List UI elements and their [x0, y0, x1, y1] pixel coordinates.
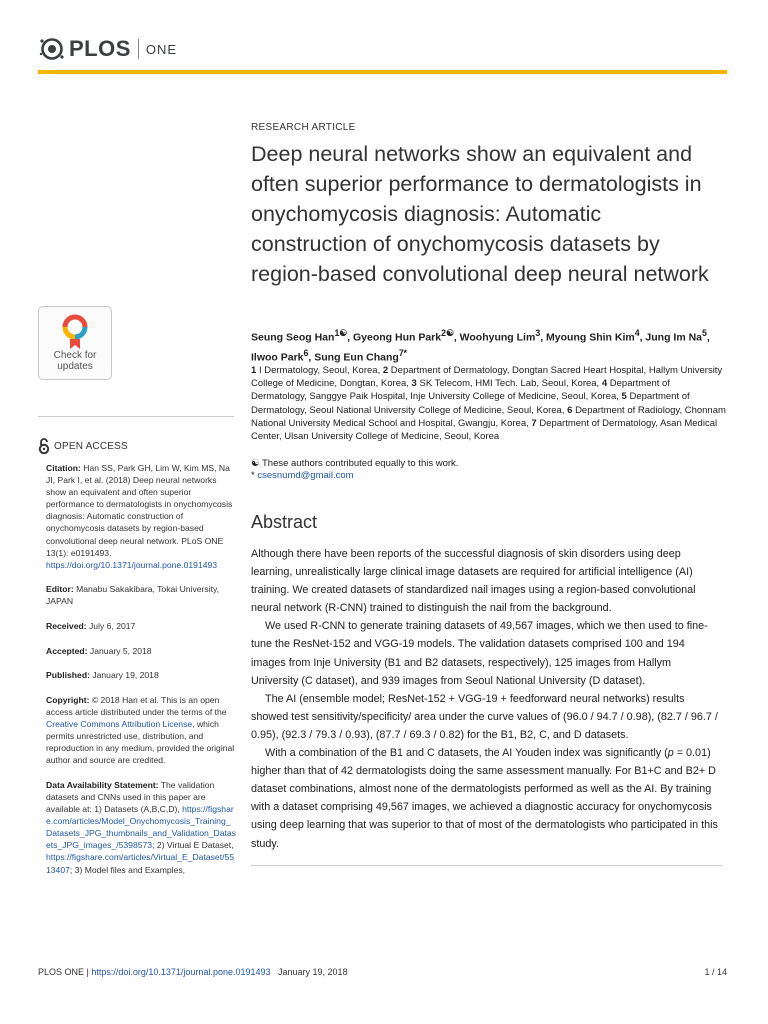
- open-lock-icon: [38, 438, 50, 454]
- affiliation-text: I Dermatology, Seoul, Korea,: [258, 365, 383, 376]
- footer-journal: PLOS ONE |: [38, 967, 92, 977]
- affiliation-text: Department of Radiology, Chonnam National University Medical School and Hospital, Gwangju, Korea,: [251, 404, 726, 429]
- citation-label: Citation:: [46, 463, 81, 473]
- p-value-symbol: p: [667, 747, 674, 760]
- copyright-label: Copyright:: [46, 694, 90, 705]
- logo-brand-text: PLOS: [69, 36, 131, 61]
- page-number: 1 / 14: [704, 967, 727, 977]
- affiliation-text: SK Telecom, HMI Tech. Lab, Seoul, Korea,: [419, 378, 602, 390]
- logo-journal-text: ONE: [145, 41, 178, 57]
- author-name: Jung Im Na: [645, 331, 703, 344]
- header-accent-bar: [38, 70, 727, 74]
- author-list: Seung Seog Han$^{1☯}$, Gyeong Hun Park$^{2☯}$, Woohyung Lim$^3$, Myoung Shin Kim$^4$, Jung Im Na$^5$, Ilwoo Park$^6$, Sung Eun Chang$^{7*}$: [251, 328, 710, 363]
- equal-contribution-note: ☯ These authors contributed equally to this work.: [251, 458, 459, 469]
- received-date: July 6, 2017: [86, 621, 136, 632]
- affiliation-number: 3: [411, 378, 417, 390]
- accepted-label: Accepted:: [46, 645, 88, 656]
- affiliation-number: 2: [382, 365, 389, 376]
- check-for-updates-icon: [61, 313, 89, 351]
- dataset-link[interactable]: https://figshare.com/articles/Model_Onychomycosis_Training_Datasets_JPG_thumbnails_and_Validation_Datasets_JPG_images_/5398573: [46, 804, 236, 851]
- logo-separator: [138, 39, 139, 59]
- published-date: January 19, 2018: [89, 670, 159, 681]
- author-sup: 6: [303, 347, 309, 358]
- copyright-text: , which permits unrestricted use, distribution, and reproduction in any medium, provided the original author and source are credited.: [46, 719, 235, 766]
- author-sup: 2☯: [441, 328, 454, 338]
- affiliations: [251, 364, 726, 443]
- footer-date: January 19, 2018: [270, 967, 348, 977]
- published-block: [46, 669, 236, 681]
- citation-text: Han SS, Park GH, Lim W, Kim MS, Na JI, Park I, et al. (2018) Deep neural networks show an equivalent and often superior performance to dermatologists in onychomycosis diagnosis: Automatic construction of onychomycosis datasets by region-based convolutional deep neural network. PLoS ONE 13(1): e0191493.: [46, 463, 233, 558]
- affiliation-number: 5: [621, 391, 627, 403]
- copyright-text: © 2018 Han et al. This is an open access article distributed under the terms of the: [46, 694, 227, 717]
- author-sup: 5: [702, 328, 707, 338]
- author-name: Gyeong Hun Park: [353, 331, 442, 344]
- author-name: Myoung Shin Kim: [546, 331, 635, 344]
- abstract-paragraph: [251, 744, 721, 853]
- check-for-updates-label: Check for updates: [53, 350, 97, 372]
- author-sup: 4: [634, 328, 640, 338]
- received-label: Received:: [46, 621, 87, 632]
- abstract-paragraph: We used R-CNN to generate training datasets of 49,567 images, which we then used to fine-tune the ResNet-152 and VGG-19 models. The validation datasets comprised 100 and 194 images from Inje University (B1 and B2 datasets, respectively), 125 images from Hallym University (C dataset), and 939 images from Seoul National University (D dataset).: [251, 620, 708, 687]
- article-info-sidebar: [46, 462, 236, 888]
- virtual-dataset-link[interactable]: https://figshare.com/articles/Virtual_E_Dataset/5513407: [46, 852, 235, 875]
- affiliation-number: 1: [251, 365, 257, 376]
- author-name: Seung Seog Han: [251, 331, 335, 344]
- affiliation-text: Department of Dermatology, Sanggye Paik Hospital, Inje University College of Medicine, Seoul, Korea,: [251, 378, 670, 403]
- article-type: RESEARCH ARTICLE: [251, 122, 356, 133]
- abstract-text: = 0.01) higher than that of 42 dermatologists doing the same assessment manually. For B1+C and B2+ D dataset combinations, almost none of the dermatologists performed as well as the AI. By training with a dataset comprising 49,567 images, we achieved a diagnostic accuracy for onychomycosis using deep learning that was superior to that of most of the dermatologists who participated in this study.: [251, 747, 718, 850]
- data-availability-text: The validation datasets and CNNs used in this paper are available at: 1) Datasets (A,B,C,D),: [46, 779, 215, 815]
- data-availability-label: Data Availability Statement:: [46, 779, 159, 790]
- author-name: Woohyung Lim: [459, 331, 536, 344]
- editor-text: Manabu Sakakibara, Tokai University, JAPAN: [46, 584, 220, 607]
- data-availability-text: ; 2) Virtual E Dataset,: [152, 840, 234, 851]
- plos-logo-mark-icon: [38, 35, 66, 63]
- open-access-badge: [38, 438, 128, 454]
- affiliation-text: Department of Dermatology, Asan Medical Center, Ulsan University College of Medicine, Seoul, Korea: [251, 417, 718, 443]
- author-sup: 3: [535, 328, 541, 338]
- accepted-date: January 5, 2018: [87, 645, 152, 656]
- received-block: [46, 620, 236, 632]
- abstract-paragraph: Although there have been reports of the successful diagnosis of skin disorders using deep learning, unrealistically large clinical image datasets are required for artificial intelligence (AI) training. We created datasets of standardized nail images using a region-based convolutional neural network (R-CNN) trained to distinguish the nail from the background.: [251, 548, 696, 615]
- abstract-heading: Abstract: [251, 512, 318, 532]
- affiliation-number: 4: [601, 378, 608, 390]
- editor-label: Editor:: [46, 584, 74, 595]
- corresponding-author-note: [251, 470, 721, 482]
- abstract-paragraph: The AI (ensemble model; ResNet-152 + VGG-19 + feedforward neural networks) results showed test sensitivity/specificity/ area under the curve values of (96.0 / 94.7 / 0.98), (82.7 / 96.7 / 0.95), (92.3 / 79.3 / 0.93), (87.7 / 69.3 / 0.82) for the B1, B2, C, and D datasets.: [251, 692, 718, 741]
- article-title: Deep neural networks show an equivalent and often superior performance to dermatologists in onychomycosis diagnosis: Automatic construction of onychomycosis datasets by region-based convolutional deep neural network: [251, 142, 709, 286]
- affiliation-text: Department of Dermatology, Dongtan Sacred Heart Hospital, Hallym University College of Medicine, Dongtan, Korea,: [251, 365, 723, 390]
- copyright-block: [46, 694, 236, 767]
- open-access-label: OPEN ACCESS: [54, 440, 128, 452]
- footer-doi-link[interactable]: https://doi.org/10.1371/journal.pone.0191493: [91, 967, 271, 977]
- sidebar-divider: [38, 416, 234, 417]
- author-name: Ilwoo Park: [251, 351, 304, 363]
- plos-logo[interactable]: [38, 34, 177, 64]
- abstract-divider: [251, 865, 723, 866]
- license-link[interactable]: Creative Commons Attribution License: [46, 719, 193, 729]
- corresponding-email-link[interactable]: csesnumd@gmail.com: [257, 470, 354, 481]
- page-footer: [38, 967, 727, 977]
- abstract-body: [251, 545, 721, 853]
- affiliation-number: 7: [531, 417, 537, 429]
- affiliation-number: 6: [567, 404, 573, 416]
- data-availability-block: [46, 779, 236, 876]
- author-notes: [251, 458, 721, 482]
- author-sup: 7*: [398, 347, 408, 358]
- corresponding-marker: *: [251, 470, 258, 481]
- published-label: Published:: [46, 670, 90, 681]
- citation-block: [46, 462, 236, 571]
- accepted-block: [46, 645, 236, 657]
- editor-block: [46, 583, 236, 607]
- citation-doi-link[interactable]: https://doi.org/10.1371/journal.pone.0191493: [46, 559, 218, 570]
- data-availability-text: ; 3) Model files and Examples,: [69, 864, 186, 875]
- affiliation-text: Department of Dermatology, Seoul National University College of Medicine, Seoul, Korea,: [251, 391, 690, 416]
- author-sup: 1☯: [334, 328, 348, 338]
- author-name: Sung Eun Chang: [314, 351, 399, 363]
- abstract-text: With a combination of the B1 and C datasets, the AI Youden index was significantly (: [265, 747, 668, 760]
